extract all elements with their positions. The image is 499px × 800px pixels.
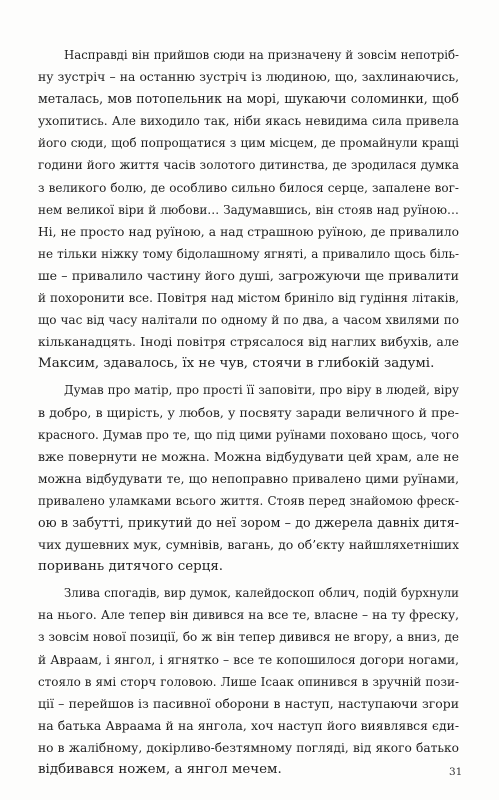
body-text bbox=[38, 44, 459, 785]
text-line: години його життя часів золотого дитинства, де зродилася думка bbox=[38, 158, 459, 173]
text-line: ше – привалило частину його душі, загрожуючи ще привалити bbox=[38, 267, 459, 283]
text-line: но в жалібному, докірливо-безтямному погляді, від якого батько bbox=[38, 740, 459, 755]
text-line: кільканадцять. Іноді повітря стрясалося від наглих вибухів, але bbox=[38, 335, 459, 350]
text-line: Злива спогадів, вир думок, калейдоскоп облич, подій бурхнули bbox=[64, 586, 459, 601]
text-line: в добро, в щирість, у любов, у посвяту заради величного й пре- bbox=[38, 404, 459, 420]
text-line: що час від часу налітали по одному й по два, а часом хвилями по bbox=[38, 313, 459, 328]
text-line: металась, мов потопельник на морі, шукаючи соломинки, щоб bbox=[38, 91, 459, 107]
paragraph-2 bbox=[38, 379, 459, 578]
text-line: на нього. Але тепер він дивився на все те, власне – на ту фреску, bbox=[38, 608, 459, 623]
paragraph-1 bbox=[38, 44, 459, 375]
text-line: ою в забутті, прикутий до неї зором – до джерела давніх дитя- bbox=[38, 514, 459, 530]
text-line: Насправді він прийшов сюди на призначену й зовсім непотріб- bbox=[64, 48, 459, 62]
text-line: вже повернути не можна. Можна відбудувати цей храм, але не bbox=[38, 448, 459, 464]
text-line: з зовсім нової позиції, бо ж він тепер дивився не вгору, а вниз, де bbox=[38, 630, 459, 645]
text-line: й Авраам, і янгол, і ягнятко – все те копошилося догори ногами, bbox=[38, 652, 459, 667]
text-line: його сюди, щоб попрощатися з цим місцем, де промайнули кращі bbox=[38, 136, 459, 151]
text-line: Думав про матір, про прості її заповіти, про віру в людей, віру bbox=[64, 383, 459, 398]
text-line: стояло в ямі сторч головою. Лише Ісаак опинився в зручній пози- bbox=[38, 674, 459, 689]
text-line: нем великої віри й любови… Задумавшись, він стояв над руїною… bbox=[38, 202, 459, 217]
text-line: на батька Авраама й на янгола, хоч наступ його виявлявся єди- bbox=[38, 718, 459, 733]
text-line: можна відбудувати те, що непоправно привалено цими руїнами, bbox=[38, 471, 459, 486]
text-line: привалено уламками всього життя. Стояв перед знайомою фреск- bbox=[38, 493, 459, 508]
text-line: й похоронити все. Повітря над містом бриніло від гудіння літаків, bbox=[38, 291, 459, 306]
text-line: Ні, не просто над руїною, а над страшною руїною, де привалило bbox=[38, 224, 459, 239]
text-line: ції – перейшов із пасивної оборони в наступ, наступаючи згори bbox=[38, 695, 459, 711]
paragraph-3 bbox=[38, 582, 459, 781]
text-line: ухопитись. Але виходило так, ніби якась невидима сила привела bbox=[38, 114, 459, 129]
text-line: відбивався ножем, а янгол мечем. bbox=[38, 762, 282, 777]
text-line: ну зустріч – на останню зустріч із людиною, що, захлинаючись, bbox=[38, 70, 459, 85]
text-line: поривань дитячого серця. bbox=[38, 559, 224, 575]
text-line: не тільки ніжку тому бідолашному ягняті, а привалило щось біль- bbox=[38, 246, 459, 261]
text-line: з великого болю, де особливо сильно билося серце, запалене вог- bbox=[38, 180, 459, 195]
text-line: чих душевних мук, сумнівів, вагань, до об’єкту найшляхетніших bbox=[38, 538, 459, 553]
page-number: 31 bbox=[449, 766, 463, 778]
text-line: красного. Думав про те, що під цими руїнами поховано щось, чого bbox=[38, 427, 459, 442]
text-line: Максим, здавалось, їх не чув, стоячи в глибокій задумі. bbox=[38, 356, 435, 372]
